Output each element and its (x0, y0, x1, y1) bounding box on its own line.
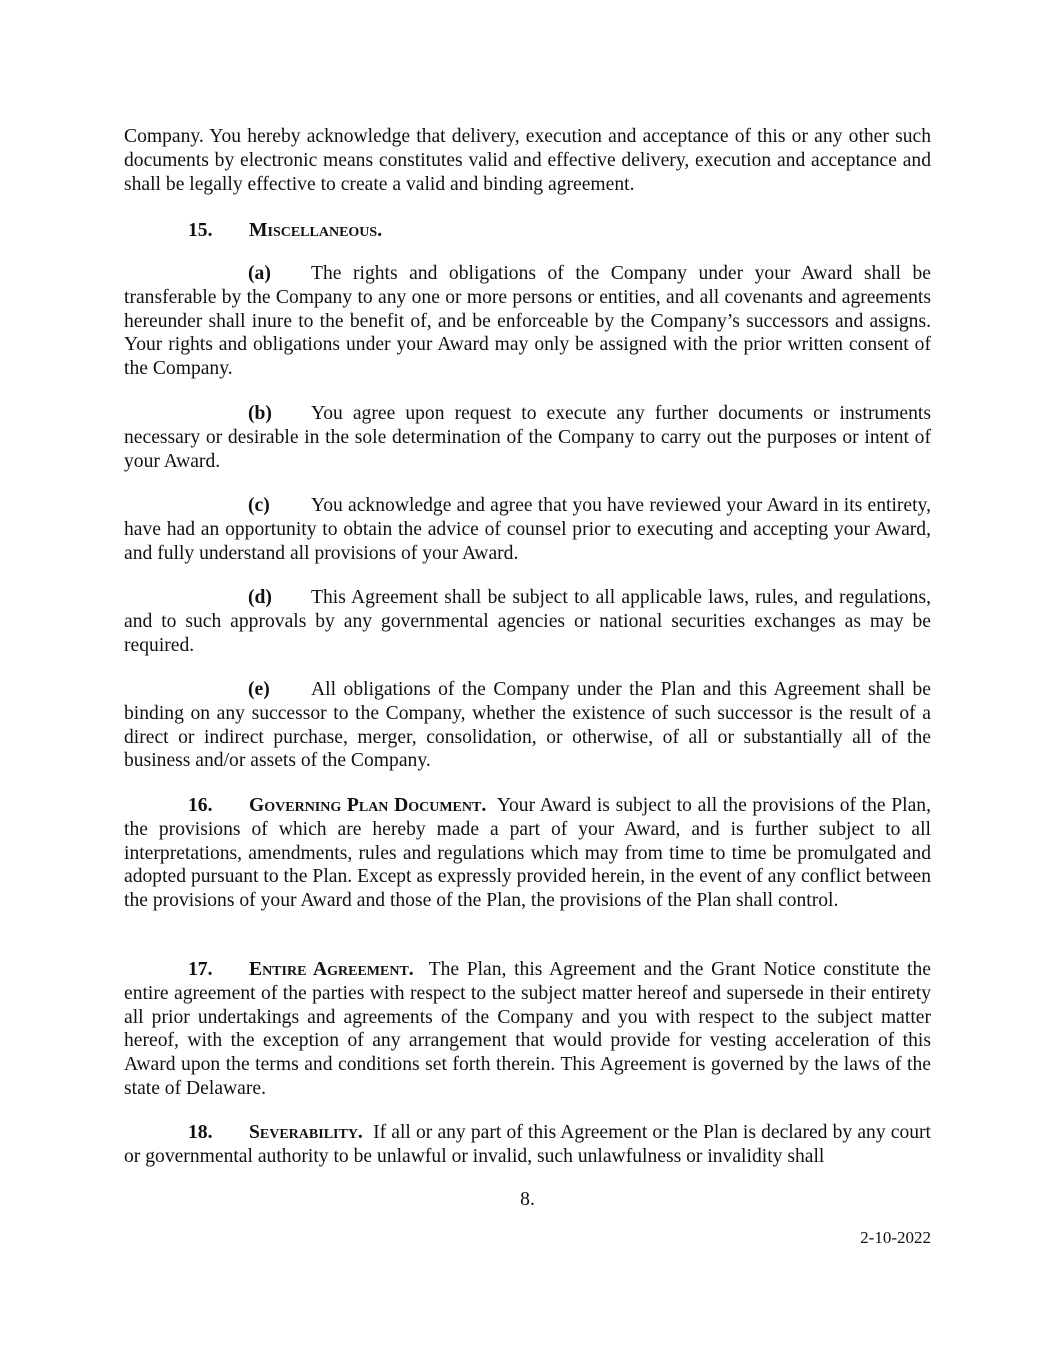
item-label: (a) (248, 263, 271, 284)
section-text: Your Award is subject to all the provisions of the Plan, the provisions of which are hereby made a part of your Award, and is further subject to all interpretations, amendments, rules and regulations which may from time to time be promulgated and adopted pursuant to the Plan. Except as expressly provided herein, in the event of any conflict between the provisions of your Award and those of the Plan, the provisions of the Plan shall control. (124, 795, 931, 912)
item-text: All obligations of the Company under the Plan and this Agreement shall be binding on any successor to the Company, whether the existence of such successor is the result of a direct or indirect purchase, merger, consolidation, or otherwise, of all or substantially all of the business and/or assets of the Company. (124, 679, 931, 772)
section-number: 17. (188, 959, 213, 980)
item-text: You acknowledge and agree that you have reviewed your Award in its entirety, have had an opportunity to obtain the advice of counsel prior to executing and accepting your Award, and fully understand all provisions of your Award. (124, 495, 931, 564)
section-title: Entire Agreement. (249, 959, 414, 980)
item-label: (e) (248, 679, 270, 700)
paragraph-15b (124, 402, 931, 473)
paragraph-15d (124, 586, 931, 657)
item-label: (c) (248, 495, 270, 516)
section-number: 15. (188, 220, 213, 241)
section-number: 16. (188, 795, 213, 816)
item-text: The rights and obligations of the Company under your Award shall be transferable by the Company to any one or more persons or entities, and all covenants and agreements hereunder shall inure to the benefit of, and be enforceable by the Company’s successors and assigns. Your rights and obligations under your Award may only be assigned with the prior written consent of the Company. (124, 263, 931, 380)
item-label: (d) (248, 587, 272, 608)
section-15-heading (124, 219, 931, 243)
paragraph-15a (124, 262, 931, 381)
paragraph-15c (124, 494, 931, 565)
section-title: Severability. (249, 1122, 363, 1143)
section-number: 18. (188, 1122, 213, 1143)
paragraph-15e (124, 678, 931, 773)
section-18 (124, 1121, 931, 1169)
footer-date: 2-10-2022 (860, 1228, 931, 1247)
section-text: If all or any part of this Agreement or the Plan is declared by any court or governmental authority to be unlawful or invalid, such unlawfulness or invalidity shall (124, 1122, 931, 1167)
item-text: You agree upon request to execute any further documents or instruments necessary or desirable in the sole determination of the Company to carry out the purposes or intent of your Award. (124, 403, 931, 472)
section-16 (124, 794, 931, 913)
intro-paragraph: Company. You hereby acknowledge that delivery, execution and acceptance of this or any other such documents by electronic means constitutes valid and effective delivery, execution and acceptance and shall be legally effective to create a valid and binding agreement. (124, 126, 931, 195)
page-number: 8. (520, 1189, 535, 1210)
section-title: Governing Plan Document. (249, 795, 487, 816)
section-title: Miscellaneous. (249, 220, 383, 241)
item-label: (b) (248, 403, 272, 424)
section-text: The Plan, this Agreement and the Grant Notice constitute the entire agreement of the parties with respect to the subject matter hereof and supersede in their entirety all prior undertakings and agreements of the Company and you with respect to the subject matter hereof, with the exception of any arrangement that would provide for vesting acceleration of this Award upon the terms and conditions set forth therein. This Agreement is governed by the laws of the state of Delaware. (124, 959, 931, 1099)
section-17 (124, 958, 931, 1101)
item-text: This Agreement shall be subject to all applicable laws, rules, and regulations, and to such approvals by any governmental agencies or national securities exchanges as may be required. (124, 587, 931, 656)
